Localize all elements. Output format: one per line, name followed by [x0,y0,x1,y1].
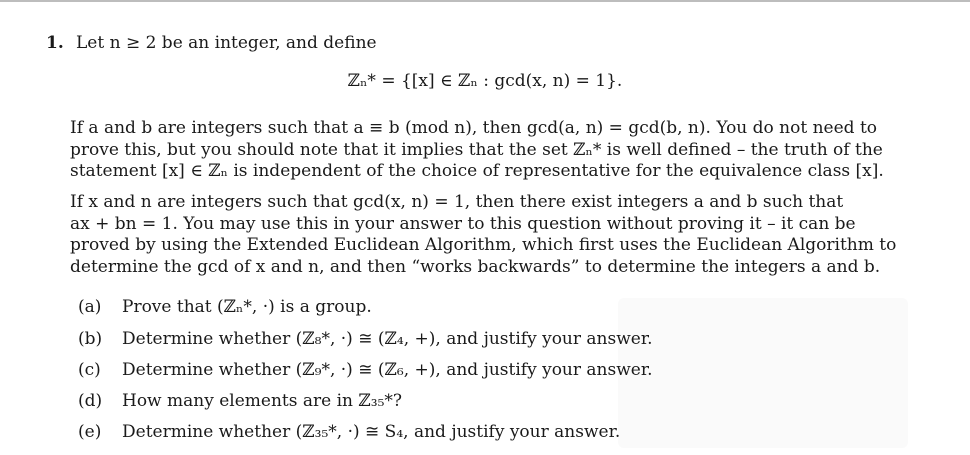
question-number: 1. [46,33,64,53]
background-smudge [618,298,908,448]
part-e-text: Determine whether (ℤ₃₅*, ·) ≅ S₄, and justify your answer. [122,422,621,442]
question-intro: Let n ≥ 2 be an integer, and define [76,33,377,53]
paragraph-2-line-3: proved by using the Extended Euclidean Algorithm, which first uses the Euclidean Algorithm to [70,235,897,255]
part-a-text: Prove that (ℤₙ*, ·) is a group. [122,297,372,317]
part-b-text: Determine whether (ℤ₈*, ·) ≅ (ℤ₄, +), and justify your answer. [122,329,653,349]
part-c-label: (c) [78,360,101,380]
part-b-label: (b) [78,329,103,349]
paragraph-1-line-2: prove this, but you should note that it implies that the set ℤₙ* is well defined – the truth of the [70,140,883,160]
part-e-label: (e) [78,422,102,442]
set-definition: ℤₙ* = {[x] ∈ ℤₙ : gcd(x, n) = 1}. [347,71,623,91]
paragraph-1-line-1: If a and b are integers such that a ≡ b (mod n), then gcd(a, n) = gcd(b, n). You do not need to [70,118,878,138]
paragraph-2-line-1: If x and n are integers such that gcd(x, n) = 1, then there exist integers a and b such that [70,192,844,212]
paragraph-2-line-2: ax + bn = 1. You may use this in your answer to this question without proving it – it can be [70,214,856,234]
part-d-label: (d) [78,391,103,411]
part-a-label: (a) [78,297,102,317]
part-c-text: Determine whether (ℤ₉*, ·) ≅ (ℤ₆, +), and justify your answer. [122,360,653,380]
paragraph-2-line-4: determine the gcd of x and n, and then “works backwards” to determine the integers a and b. [70,257,881,277]
paragraph-1-line-3: statement [x] ∈ ℤₙ is independent of the choice of representative for the equivalence class [x]. [70,161,884,181]
part-d-text: How many elements are in ℤ₃₅*? [122,391,403,411]
